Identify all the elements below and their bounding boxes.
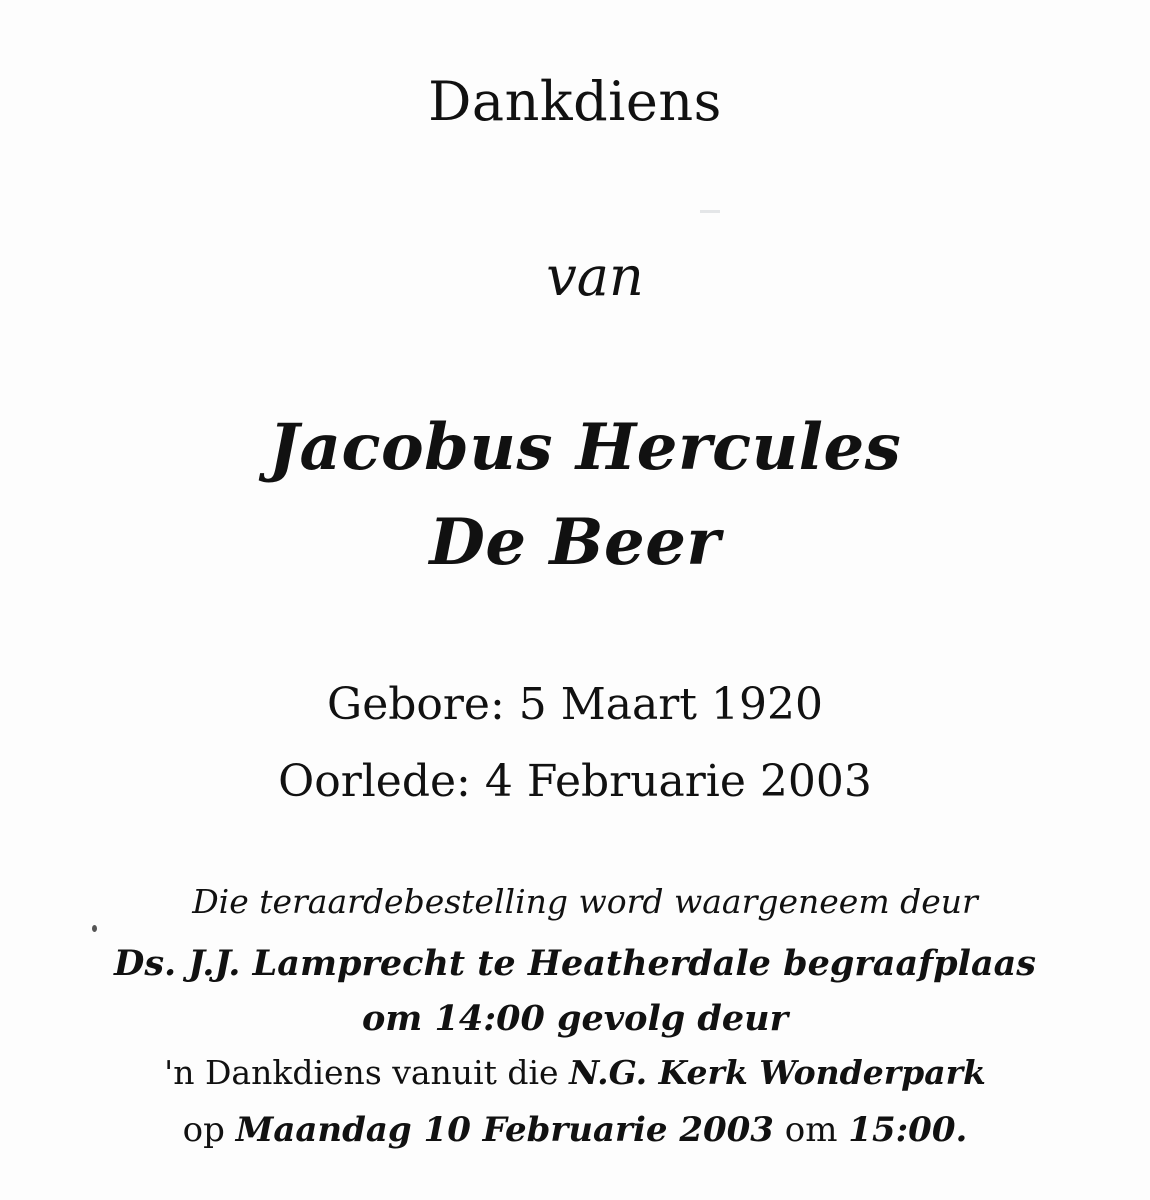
service-time: 15:00. — [848, 1110, 968, 1150]
ink-speck — [92, 925, 97, 932]
birth-date: Gebore: 5 Maart 1920 — [327, 679, 823, 730]
card-heading: Dankdiens — [428, 70, 722, 133]
service-line-4 — [0, 1053, 1150, 1092]
van-label: van — [546, 245, 644, 308]
reverse-side-show-through — [700, 210, 720, 213]
service-line-4-text: 'n Dankdiens vanuit die — [164, 1053, 570, 1092]
church-name: N.G. Kerk Wonderpark — [569, 1053, 986, 1092]
service-line-5-prefix: op — [182, 1110, 236, 1150]
service-date: Maandag 10 Februarie 2003 — [235, 1110, 774, 1150]
service-line-5-mid: om — [773, 1110, 849, 1150]
death-date: Oorlede: 4 Februarie 2003 — [278, 756, 872, 807]
deceased-name-first: Jacobus Hercules — [268, 410, 902, 485]
service-line-5 — [0, 1110, 1150, 1150]
service-line-3: om 14:00 gevolg deur — [361, 998, 789, 1039]
service-line-2: Ds. J.J. Lamprecht te Heatherdale begraafplaas — [113, 943, 1037, 984]
service-line-1: Die teraardebestelling word waargeneem deur — [192, 882, 978, 921]
deceased-name-surname: De Beer — [429, 505, 721, 580]
